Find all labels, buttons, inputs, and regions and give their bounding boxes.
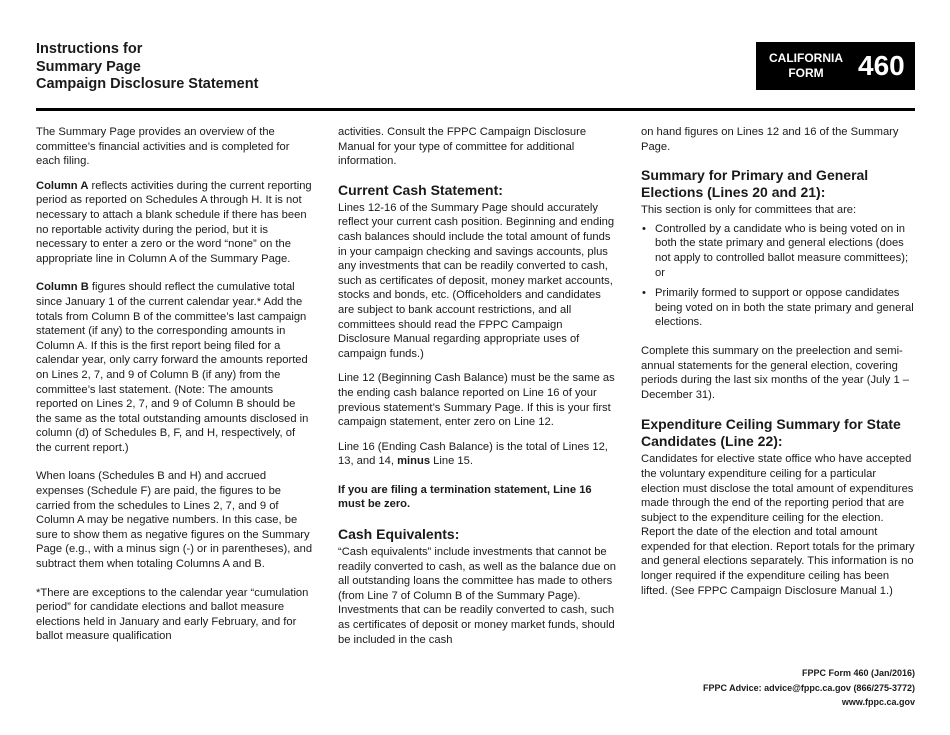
exceptions-paragraph: *There are exceptions to the calendar year “cumulation period” for candidate elections and ballot measure elections held in January and early February, and for ballot measure qualification <box>36 586 309 643</box>
cash-paragraph-3 <box>338 440 616 469</box>
badge-label-state: CALIFORNIA <box>769 51 843 65</box>
title-line-2: Summary Page <box>36 58 141 75</box>
cash-equivalents-heading: Cash Equivalents: <box>338 526 460 543</box>
list-item: • Primarily formed to support or oppose candidates being voted on in both the state primary and general elections. <box>641 286 916 330</box>
loans-paragraph: When loans (Schedules B and H) and accrued expenses (Schedule F) are paid, the figures to be carried from the schedules to Lines 2, 7, and 9 of Column A may be negative numbers. In this case, be sure to show them as negative figures on the Summary Page (e.g., with a minus sign (-) or in parentheses), and subtract them when totaling Columns A and B. <box>36 470 313 571</box>
cash-p3-post: Line 15. <box>430 455 473 468</box>
termination-note: If you are filing a termination statement, Line 16 must be zero. <box>338 483 592 511</box>
column-a-text: reflects activities during the current reporting period as reported on Schedules A through H. It is not necessary to attach a blank schedule if there has been no reportable activity during the period, but it is necessary to enter a zero or the word “none” on the appropriate line in Column A of the Summary Page. <box>36 179 312 265</box>
expenditure-ceiling-heading: Expenditure Ceiling Summary for State Candidates (Line 22): <box>641 416 901 450</box>
list-item: • Controlled by a candidate who is being voted on in both the state primary and general elections (does not apply to controlled ballot measure committees); or <box>641 222 916 280</box>
footer-website: www.fppc.ca.gov <box>841 697 915 707</box>
intro-paragraph: The Summary Page provides an overview of the committee’s financial activities and is completed for each filing. <box>36 126 290 168</box>
cash-p3-pre: Line 16 (Ending Cash Balance) is the total of Lines 12, 13, and 14, <box>338 440 608 468</box>
badge-label <box>756 51 856 81</box>
column-2 <box>338 125 616 657</box>
column-a-paragraph <box>36 179 313 267</box>
footer-form-line: FPPC Form 460 (Jan/2016) <box>801 668 915 678</box>
column-a-label: Column A <box>36 179 89 192</box>
title-line-3: Campaign Disclosure Statement <box>36 76 259 92</box>
continued-paragraph: activities. Consult the FPPC Campaign Disclosure Manual for your type of committee for additional information. <box>338 126 587 168</box>
column-1 <box>36 125 313 654</box>
column-3 <box>641 125 916 608</box>
form-number: 460 <box>858 50 905 81</box>
title-line-1: Instructions for <box>36 41 143 57</box>
current-cash-heading: Current Cash Statement: <box>338 181 503 198</box>
badge-label-form: FORM <box>788 66 824 80</box>
page-title <box>36 41 258 94</box>
footer <box>703 666 915 710</box>
primary-intro: This section is only for committees that are: <box>641 204 857 217</box>
column-b-label: Column B <box>36 281 89 294</box>
complete-summary-paragraph: Complete this summary on the preelection and semi-annual statements for the general election, covering periods during the last six months of the year (July 1 – December 31). <box>641 344 910 401</box>
column-b-text: figures should reflect the cumulative total since January 1 of the current calendar year.* Add the totals from Column B of the committee’s last campaign statement (if any) to the corresponding amounts in Column A. If this is the first report being filed for a calendar year, only carry forward the amounts reported on Lines 2, 7, and 9 of Column B (if any) from the committee’s last statement. (Note: The amounts reported on Lines 2, 7, and 9 of Column B should be the same as the total outstanding amounts disclosed in column (d) of Schedules B, F, and H, respectively, of the current report.) <box>36 281 309 454</box>
committee-bullets <box>641 222 916 330</box>
expenditure-ceiling-paragraph: Candidates for elective state office who have accepted the voluntary expenditure ceiling for a particular election must disclose the total amount of expenditures made through the end of the reporting period that are subject to the expenditure ceiling for the election. Report the date of the election and total amount expended for that election. Report totals for the primary and general elections separately. This information is no longer required if the expenditure ceiling has been lifted. (See FPPC Campaign Disclosure Manual 1.) <box>641 453 915 597</box>
column-b-paragraph <box>36 280 313 455</box>
cash-p3-bold: minus <box>397 455 431 468</box>
primary-general-heading: Summary for Primary and General Elections (Lines 20 and 21): <box>641 167 869 201</box>
header-divider <box>36 108 915 111</box>
cash-paragraph-2: Line 12 (Beginning Cash Balance) must be the same as the ending cash balance reported on Line 16 of your previous statement’s Summary Page. If this is your first campaign statement, enter zero on Line 12. <box>338 372 615 429</box>
continued-paragraph-3: on hand figures on Lines 12 and 16 of the Summary Page. <box>641 126 899 153</box>
form-badge <box>756 42 915 90</box>
footer-advice-line: FPPC Advice: advice@fppc.ca.gov (866/275-3772) <box>702 682 915 693</box>
cash-paragraph-1: Lines 12-16 of the Summary Page should accurately reflect your current cash position. Beginning and ending cash balances should include the total amount of funds in your campaign checking and savings accounts, plus any investments that can be readily converted to cash, such as certificates of deposit, money market accounts, stocks and bonds, etc. (Officeholders and candidates are subject to bank account restrictions, and all committees should read the FPPC Campaign Disclosure Manual regarding appropriate uses of campaign funds.) <box>338 201 615 360</box>
cash-equivalents-paragraph: “Cash equivalents” include investments that cannot be readily converted to cash, as well as the balance due on all outstanding loans the committee has made to others (from Line 7 of Column B of the Summary Page). Investments that can be readily converted to cash, such as certificates of deposit or money market funds, should be included in the cash <box>338 546 616 646</box>
